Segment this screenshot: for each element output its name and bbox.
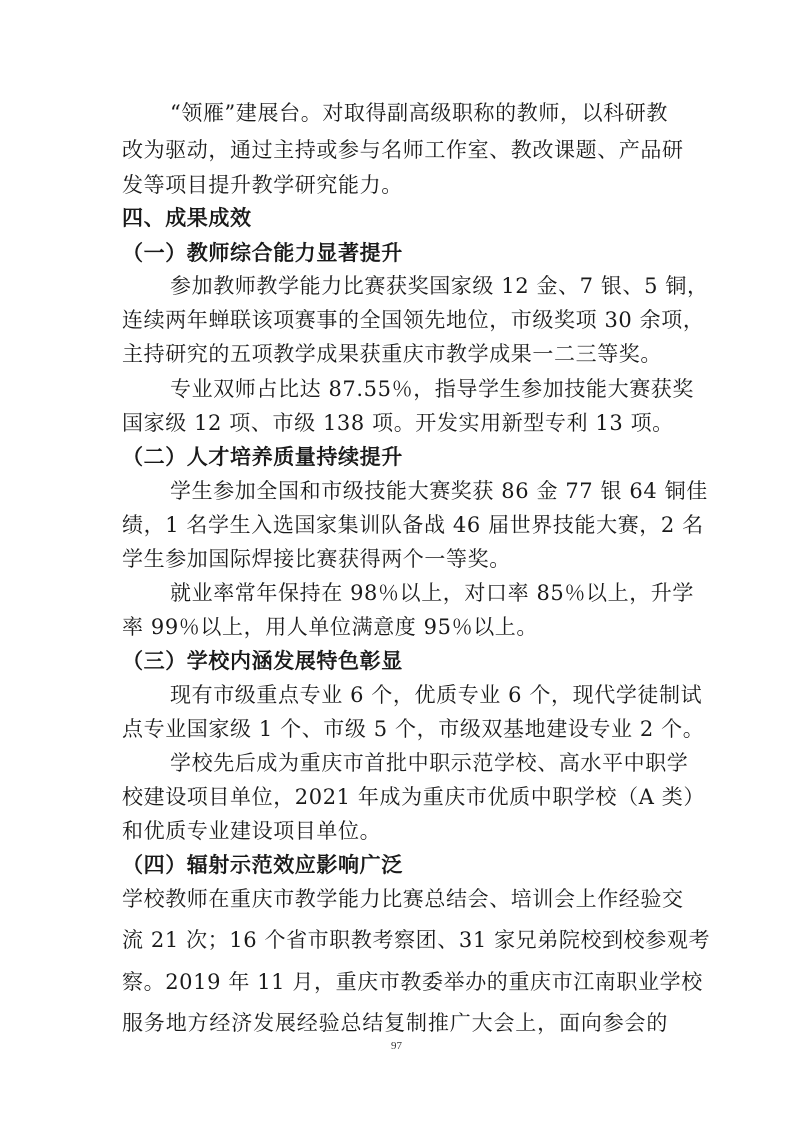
body-line: 连续两年蝉联该项赛事的全国领先地位，市级奖项 30 余项， [122,308,705,332]
body-line: 校建设项目单位，2021 年成为重庆市优质中职学校（A 类） [122,785,705,809]
body-line: 流 21 次；16 个省市职教考察团、31 家兄弟院校到校参观考 [122,928,711,952]
body-line: 学校教师在重庆市教学能力比赛总结会、培训会上作经验交 [122,887,684,911]
body-line: 察。2019 年 11 月，重庆市教委举办的重庆市江南职业学校 [122,970,703,994]
subsection-heading: （二）人才培养质量持续提升 [122,444,403,469]
body-line: 学生参加全国和市级技能大赛奖获 86 金 77 银 64 铜佳 [170,479,708,503]
subsection-heading: （一）教师综合能力显著提升 [122,240,403,265]
body-line: 和优质专业建设项目单位。 [122,819,382,843]
body-line: 服务地方经济发展经验总结复制推广大会上，面向参会的 [122,1011,668,1035]
body-line: 专业双师占比达 87.55％，指导学生参加技能大赛获奖 [170,377,694,401]
body-line: 学生参加国际焊接比赛获得两个一等奖。 [122,547,511,571]
body-line: 学校先后成为重庆市首批中职示范学校、高水平中职学 [170,751,689,775]
body-line: 绩，1 名学生入选国家集训队备战 46 届世界技能大赛，2 名 [122,513,704,537]
body-line: 主持研究的五项教学成果获重庆市教学成果一二三等奖。 [122,342,662,366]
body-line: 点专业国家级 1 个、市级 5 个，市级双基地建设专业 2 个。 [122,717,705,741]
body-line: 参加教师教学能力比赛获奖国家级 12 金、7 银、5 铜， [170,274,709,298]
subsection-heading: （四）辐射示范效应影响广泛 [122,852,403,877]
body-line: “领雁”建展台。对取得副高级职称的教师，以科研教 [170,101,668,125]
body-line: 发等项目提升教学研究能力。 [122,173,403,197]
subsection-heading: （三）学校内涵发展特色彰显 [122,648,403,673]
section-heading: 四、成果成效 [122,205,252,230]
body-line: 国家级 12 项、市级 138 项。开发实用新型专利 13 项。 [122,411,674,435]
body-line: 率 99％以上，用人单位满意度 95％以上。 [122,615,538,639]
page-number: 97 [391,1040,402,1052]
body-line: 就业率常年保持在 98％以上，对口率 85％以上，升学 [170,581,694,605]
body-line: 现有市级重点专业 6 个，优质专业 6 个，现代学徒制试 [170,683,703,707]
body-line: 改为驱动，通过主持或参与名师工作室、教改课题、产品研 [122,138,684,162]
